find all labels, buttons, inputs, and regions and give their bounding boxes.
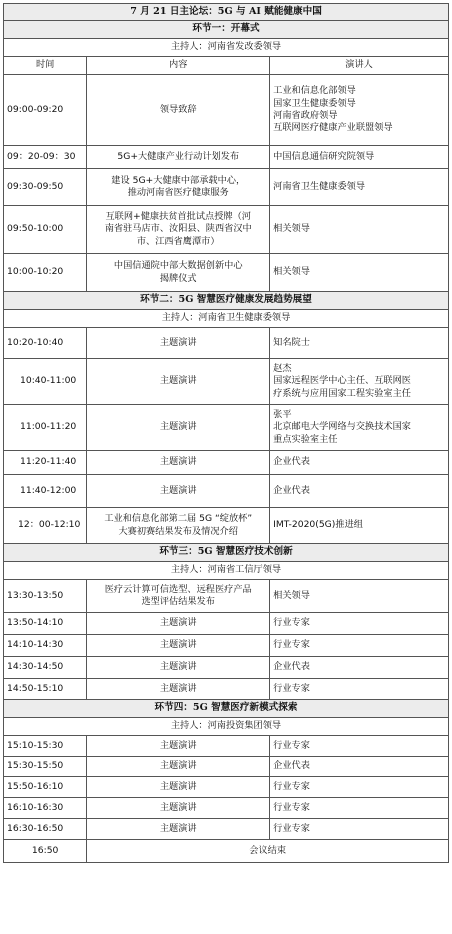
cell-line: 推动河南省医疗健康服务 — [127, 187, 229, 198]
cell-line: 河南省卫生健康委领导 — [273, 180, 366, 192]
cell-line: 重点实验室主任 — [273, 433, 338, 445]
speaker-cell — [270, 169, 449, 206]
time-cell: 16:10-16:30 — [4, 798, 87, 819]
time-cell: 09：20-09：30 — [4, 146, 87, 169]
cell-line: 建设 5G+大健康中部承载中心， — [111, 174, 246, 186]
table-row — [4, 757, 449, 777]
content-cell — [87, 777, 270, 798]
speaker-cell — [270, 206, 449, 254]
speaker-cell — [270, 451, 449, 475]
cell-line: 医疗云计算可信选型、远程医疗产品 — [104, 583, 252, 595]
cell-line: 主题演讲 — [159, 760, 197, 772]
section-title: 环节二：5G 智慧医疗健康发展趋势展望 — [4, 292, 449, 310]
cell-line: 主题演讲 — [159, 456, 197, 468]
table-row — [4, 613, 449, 635]
host-row — [4, 562, 449, 580]
cell-line: 北京邮电大学网络与交换技术国家 — [273, 421, 411, 433]
time-cell: 11:00-11:20 — [4, 405, 87, 451]
content-cell — [87, 405, 270, 451]
time-cell: 15:30-15:50 — [4, 757, 87, 777]
content-cell — [87, 206, 270, 254]
content-cell — [87, 657, 270, 679]
time-cell: 10:00-10:20 — [4, 254, 87, 292]
table-row — [4, 736, 449, 757]
cell-line: 互联网医疗健康产业联盟领导 — [273, 122, 393, 134]
cell-line: 企业代表 — [273, 484, 310, 496]
time-cell: 14:50-15:10 — [4, 679, 87, 700]
cell-line: 知名院士 — [273, 336, 310, 348]
speaker-cell — [270, 613, 449, 635]
column-header-content: 内容 — [87, 57, 270, 75]
content-cell — [87, 146, 270, 169]
speaker-cell — [270, 635, 449, 657]
cell-line: 企业代表 — [273, 760, 310, 772]
content-cell — [87, 580, 270, 613]
speaker-cell — [270, 736, 449, 757]
cell-line: 行业专家 — [273, 801, 310, 813]
content-cell — [87, 736, 270, 757]
closing-row — [4, 840, 449, 863]
speaker-cell — [270, 359, 449, 405]
cell-line: 企业代表 — [273, 456, 310, 468]
content-cell — [87, 75, 270, 146]
time-cell: 13:30-13:50 — [4, 580, 87, 613]
table-row — [4, 798, 449, 819]
time-cell: 11:40-12:00 — [4, 475, 87, 508]
table-row — [4, 635, 449, 657]
table-row — [4, 206, 449, 254]
main-title: 7 月 21 日主论坛：5G 与 AI 赋能健康中国 — [4, 4, 449, 21]
time-cell: 09:50-10:00 — [4, 206, 87, 254]
speaker-cell — [270, 757, 449, 777]
content-cell — [87, 508, 270, 544]
cell-line: 张平 — [273, 408, 292, 420]
time-cell: 10:20-10:40 — [4, 328, 87, 359]
cell-line: 相关领导 — [273, 266, 310, 278]
cell-line: 国家卫生健康委领导 — [273, 97, 356, 109]
speaker-cell — [270, 328, 449, 359]
cell-line: 5G+大健康产业行动计划发布 — [117, 150, 240, 162]
cell-line: 揭牌仪式 — [159, 272, 197, 284]
speaker-cell — [270, 580, 449, 613]
time-cell: 10:40-11:00 — [4, 359, 87, 405]
column-header-row — [4, 57, 449, 75]
content-cell — [87, 679, 270, 700]
cell-line: 主题演讲 — [159, 780, 197, 792]
table-row — [4, 580, 449, 613]
table-row — [4, 169, 449, 206]
cell-line: 主题演讲 — [159, 739, 197, 751]
speaker-cell — [270, 146, 449, 169]
table-row — [4, 679, 449, 700]
cell-line: 互联网+健康扶贫首批试点授牌（河 — [105, 210, 251, 222]
content-cell — [87, 359, 270, 405]
table-row — [4, 777, 449, 798]
cell-line: 行业专家 — [273, 739, 310, 751]
cell-line: 主题演讲 — [159, 617, 197, 629]
table-row — [4, 254, 449, 292]
cell-line: 国家远程医学中心主任、互联网医 — [273, 375, 411, 387]
cell-line: 相关领导 — [273, 223, 310, 235]
section-title: 环节三：5G 智慧医疗技术创新 — [4, 544, 449, 562]
table-row — [4, 146, 449, 169]
time-cell: 12：00-12:10 — [4, 508, 87, 544]
table-row — [4, 75, 449, 146]
cell-line: 主题演讲 — [159, 484, 197, 496]
cell-line: 行业专家 — [273, 780, 310, 792]
section-title-row — [4, 21, 449, 39]
speaker-cell — [270, 679, 449, 700]
speaker-cell — [270, 254, 449, 292]
cell-line: 行业专家 — [273, 617, 310, 629]
table-row — [4, 328, 449, 359]
content-cell — [87, 757, 270, 777]
cell-line: 中国信通院中部大数据创新中心 — [113, 260, 243, 272]
column-header-speaker: 演讲人 — [270, 57, 449, 75]
host-label: 主持人：河南投资集团领导 — [4, 718, 449, 736]
cell-line: 企业代表 — [273, 661, 310, 673]
section-title-row — [4, 292, 449, 310]
table-row — [4, 657, 449, 679]
time-cell: 15:50-16:10 — [4, 777, 87, 798]
section-title: 环节四：5G 智慧医疗新模式探索 — [4, 700, 449, 718]
section-title: 环节一：开幕式 — [4, 21, 449, 39]
cell-line: 主题演讲 — [159, 661, 197, 673]
cell-line: 领导致辞 — [159, 103, 197, 115]
table-row — [4, 819, 449, 840]
cell-line: 主题演讲 — [159, 801, 197, 813]
cell-line: 选型评估结果发布 — [141, 596, 215, 607]
closing-content: 会议结束 — [87, 840, 449, 863]
section-title-row — [4, 700, 449, 718]
table-row — [4, 405, 449, 451]
main-title-row — [4, 4, 449, 21]
section-title-row — [4, 544, 449, 562]
content-cell — [87, 328, 270, 359]
cell-line: 赵杰 — [273, 362, 292, 374]
content-cell — [87, 254, 270, 292]
time-cell: 11:20-11:40 — [4, 451, 87, 475]
time-cell: 13:50-14:10 — [4, 613, 87, 635]
speaker-cell — [270, 819, 449, 840]
time-cell: 15:10-15:30 — [4, 736, 87, 757]
cell-line: 中国信息通信研究院领导 — [273, 150, 375, 162]
cell-line: 主题演讲 — [159, 421, 197, 433]
cell-line: 主题演讲 — [159, 375, 197, 387]
cell-line: 市、江西省鹰潭市） — [136, 235, 220, 247]
cell-line: 大赛初赛结果发布及情况介绍 — [118, 525, 238, 537]
time-cell: 09:00-09:20 — [4, 75, 87, 146]
content-cell — [87, 169, 270, 206]
cell-line: 工业和信息化部第二届 5G “绽放杯” — [104, 513, 253, 525]
speaker-cell — [270, 657, 449, 679]
content-cell — [87, 635, 270, 657]
table-row — [4, 475, 449, 508]
host-label: 主持人：河南省工信厅领导 — [4, 562, 449, 580]
cell-line: 行业专家 — [273, 822, 310, 834]
cell-line: 主题演讲 — [159, 639, 197, 651]
content-cell — [87, 819, 270, 840]
cell-line: 行业专家 — [273, 682, 310, 694]
time-cell: 16:30-16:50 — [4, 819, 87, 840]
time-cell: 14:30-14:50 — [4, 657, 87, 679]
column-header-time: 时间 — [4, 57, 87, 75]
time-cell: 09:30-09:50 — [4, 169, 87, 206]
host-row — [4, 310, 449, 328]
speaker-cell — [270, 508, 449, 544]
host-label: 主持人：河南省发改委领导 — [4, 39, 449, 57]
cell-line: 主题演讲 — [159, 336, 197, 348]
closing-time: 16:50 — [4, 840, 87, 863]
content-cell — [87, 475, 270, 508]
cell-line: 主题演讲 — [159, 682, 197, 694]
cell-line: 工业和信息化部领导 — [273, 85, 356, 97]
host-row — [4, 718, 449, 736]
cell-line: 行业专家 — [273, 639, 310, 651]
agenda-body — [4, 4, 449, 863]
cell-line: 主题演讲 — [159, 822, 197, 834]
speaker-cell — [270, 405, 449, 451]
speaker-cell — [270, 75, 449, 146]
speaker-cell — [270, 798, 449, 819]
content-cell — [87, 798, 270, 819]
table-row — [4, 451, 449, 475]
host-label: 主持人：河南省卫生健康委领导 — [4, 310, 449, 328]
cell-line: IMT-2020(5G)推进组 — [273, 519, 363, 531]
host-row — [4, 39, 449, 57]
content-cell — [87, 451, 270, 475]
cell-line: 南省驻马店市、汝阳县、陕西省汉中 — [104, 223, 252, 235]
cell-line: 河南省政府领导 — [273, 110, 338, 121]
cell-line: 相关领导 — [273, 589, 310, 601]
speaker-cell — [270, 475, 449, 508]
speaker-cell — [270, 777, 449, 798]
cell-line: 疗系统与应用国家工程实验室主任 — [273, 387, 411, 399]
agenda-table — [3, 3, 449, 863]
time-cell: 14:10-14:30 — [4, 635, 87, 657]
table-row — [4, 359, 449, 405]
content-cell — [87, 613, 270, 635]
table-row — [4, 508, 449, 544]
